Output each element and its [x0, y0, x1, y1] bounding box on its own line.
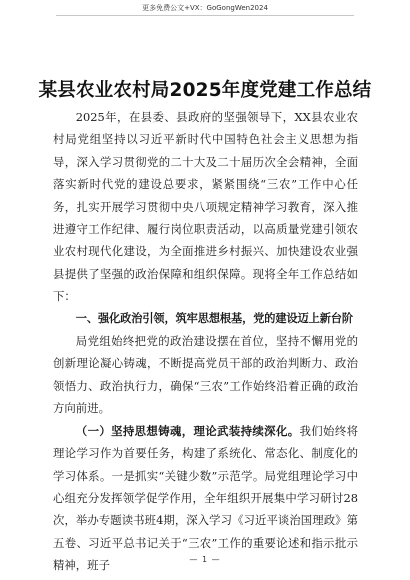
section-1-paragraph: 局党组始终把党的政治建设摆在首位，坚持不懈用党的创新理论凝心铸魂，不断提高党员干部的政治判断力、政治领悟力、政治执行力，确保“三农”工作始终沿着正确的政治方向前进。 — [53, 334, 358, 416]
subsection-heading-1: （一）坚持思想铸魂，理论武装持续深化。 — [75, 423, 300, 438]
section-heading-1: 一、强化政治引领，筑牢思想根基，党的建设迈上新台阶 — [75, 311, 353, 325]
subsection-1-body: 我们始终将理论学习作为首要任务，构建了系统化、常态化、制度化的学习体系。一是抓实“关键少数”示范学。局党组理论学习中心组充分发挥领学促学作用，全年组织开展集中学习研讨28次，举办专题读书班4期，深入学习《习近平谈治国理政》第五卷、习近平总书记关于“三农”工作的重要论述和指示批示精神，班子 — [53, 423, 358, 573]
page-number: — 1 — — [189, 555, 221, 564]
header-divider — [56, 15, 354, 16]
subsection-paragraph — [53, 420, 358, 577]
document-body — [53, 106, 358, 577]
intro-paragraph: 2025年，在县委、县政府的坚强领导下，XX县农业农村局党组坚持以习近平新时代中国特色社会主义思想为指导，深入学习贯彻党的二十大及二十届历次全会精神，全面落实新时代党的建设总要求，紧紧围绕“三农”工作中心任务，扎实开展学习贯彻中央八项规定精神学习教育，深入推进遵守工作纪律、履行岗位职责活动，以高质量党建引领农业农村现代化建设，为全面推进乡村振兴、加快建设农业强县提供了坚强的政治保障和组织保障。现将全年工作总结如下： — [53, 110, 358, 304]
header-banner: 更多免费公文+VX：GoGongWen2024 — [142, 4, 268, 12]
document-title: 某县农业农村局2025年度党建工作总结 — [38, 80, 372, 102]
